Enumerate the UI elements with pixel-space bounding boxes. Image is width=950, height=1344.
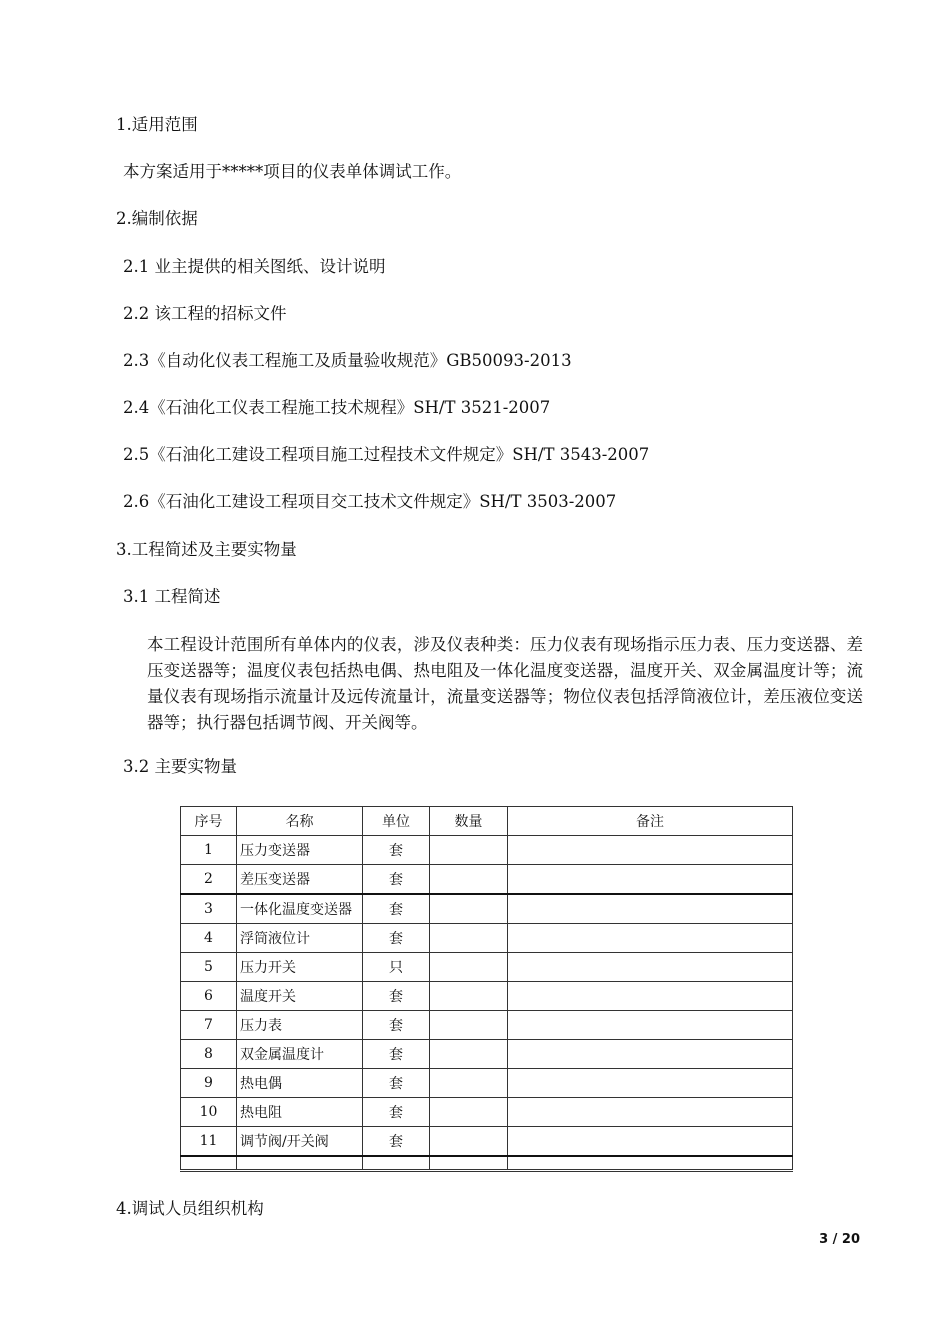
quantity-table xyxy=(180,806,793,1172)
section-2-item: 2.6《石油化工建设工程项目交工技术文件规定》SH/T 3503-2007 xyxy=(123,492,617,511)
page-number: 3 / 20 xyxy=(819,1232,860,1247)
cell-note xyxy=(508,894,793,924)
cell-unit: 套 xyxy=(363,1127,430,1157)
cell-name: 压力变送器 xyxy=(237,836,363,865)
cell-no: 9 xyxy=(181,1069,237,1098)
header-no: 序号 xyxy=(181,807,237,836)
cell-name: 热电偶 xyxy=(237,1069,363,1098)
table-row-blank xyxy=(181,1156,793,1171)
cell-blank xyxy=(508,1156,793,1171)
cell-blank xyxy=(181,1156,237,1171)
cell-no: 11 xyxy=(181,1127,237,1157)
cell-qty xyxy=(430,953,508,982)
table-row xyxy=(181,894,793,924)
cell-note xyxy=(508,982,793,1011)
cell-no: 8 xyxy=(181,1040,237,1069)
cell-name: 温度开关 xyxy=(237,982,363,1011)
section-2-item: 2.5《石油化工建设工程项目施工过程技术文件规定》SH/T 3543-2007 xyxy=(123,445,650,464)
cell-note xyxy=(508,924,793,953)
cell-note xyxy=(508,1098,793,1127)
cell-no: 4 xyxy=(181,924,237,953)
cell-name: 热电阻 xyxy=(237,1098,363,1127)
cell-unit: 套 xyxy=(363,1069,430,1098)
cell-name: 浮筒液位计 xyxy=(237,924,363,953)
header-qty: 数量 xyxy=(430,807,508,836)
table-row xyxy=(181,1011,793,1040)
cell-qty xyxy=(430,836,508,865)
cell-unit: 只 xyxy=(363,953,430,982)
cell-name: 压力表 xyxy=(237,1011,363,1040)
table-row xyxy=(181,1127,793,1157)
cell-blank xyxy=(430,1156,508,1171)
cell-qty xyxy=(430,865,508,895)
cell-qty xyxy=(430,1040,508,1069)
table-header-row xyxy=(181,807,793,836)
header-note: 备注 xyxy=(508,807,793,836)
cell-unit: 套 xyxy=(363,1040,430,1069)
cell-no: 10 xyxy=(181,1098,237,1127)
section-1-title: 1.适用范围 xyxy=(116,115,198,134)
section-2-item: 2.4《石油化工仪表工程施工技术规程》SH/T 3521-2007 xyxy=(123,398,551,417)
table-row xyxy=(181,1069,793,1098)
table-row xyxy=(181,865,793,895)
cell-name: 压力开关 xyxy=(237,953,363,982)
cell-blank xyxy=(363,1156,430,1171)
cell-note xyxy=(508,836,793,865)
cell-qty xyxy=(430,1069,508,1098)
section-2-item: 2.1 业主提供的相关图纸、设计说明 xyxy=(123,257,386,276)
table-row xyxy=(181,924,793,953)
cell-unit: 套 xyxy=(363,1011,430,1040)
table-row xyxy=(181,1040,793,1069)
header-name: 名称 xyxy=(237,807,363,836)
section-3-1-title: 3.1 工程简述 xyxy=(123,587,221,606)
cell-no: 3 xyxy=(181,894,237,924)
header-unit: 单位 xyxy=(363,807,430,836)
section-3-1-body: 本工程设计范围所有单体内的仪表，涉及仪表种类：压力仪表有现场指示压力表、压力变送器、差压变送器等；温度仪表包括热电偶、热电阻及一体化温度变送器，温度开关、双金属温度计等；流量仪表有现场指示流量计及远传流量计，流量变送器等；物位仪表包括浮筒液位计，差压液位变送器等；执行器包括调节阀、开关阀等。 xyxy=(147,635,863,732)
cell-unit: 套 xyxy=(363,894,430,924)
section-3-title: 3.工程简述及主要实物量 xyxy=(116,540,297,559)
section-2-item: 2.3《自动化仪表工程施工及质量验收规范》GB50093-2013 xyxy=(123,351,572,370)
section-3-2-title: 3.2 主要实物量 xyxy=(123,757,237,776)
cell-name: 差压变送器 xyxy=(237,865,363,895)
cell-note xyxy=(508,953,793,982)
cell-unit: 套 xyxy=(363,982,430,1011)
section-1-body: 本方案适用于*****项目的仪表单体调试工作。 xyxy=(123,162,462,181)
table-row xyxy=(181,836,793,865)
cell-name: 一体化温度变送器 xyxy=(237,894,363,924)
cell-name: 双金属温度计 xyxy=(237,1040,363,1069)
section-4-title: 4.调试人员组织机构 xyxy=(116,1199,264,1218)
cell-note xyxy=(508,1127,793,1157)
cell-qty xyxy=(430,894,508,924)
cell-note xyxy=(508,1069,793,1098)
cell-qty xyxy=(430,1127,508,1157)
cell-no: 7 xyxy=(181,1011,237,1040)
cell-qty xyxy=(430,1098,508,1127)
table-row xyxy=(181,982,793,1011)
cell-blank xyxy=(237,1156,363,1171)
cell-qty xyxy=(430,982,508,1011)
cell-no: 1 xyxy=(181,836,237,865)
cell-name: 调节阀/开关阀 xyxy=(237,1127,363,1157)
cell-no: 2 xyxy=(181,865,237,895)
section-2-item: 2.2 该工程的招标文件 xyxy=(123,304,287,323)
table-row xyxy=(181,953,793,982)
cell-note xyxy=(508,1040,793,1069)
cell-unit: 套 xyxy=(363,865,430,895)
cell-unit: 套 xyxy=(363,836,430,865)
cell-no: 5 xyxy=(181,953,237,982)
cell-qty xyxy=(430,1011,508,1040)
cell-note xyxy=(508,865,793,895)
section-2-title: 2.编制依据 xyxy=(116,209,198,228)
cell-unit: 套 xyxy=(363,1098,430,1127)
cell-note xyxy=(508,1011,793,1040)
table-row xyxy=(181,1098,793,1127)
cell-qty xyxy=(430,924,508,953)
cell-no: 6 xyxy=(181,982,237,1011)
cell-unit: 套 xyxy=(363,924,430,953)
